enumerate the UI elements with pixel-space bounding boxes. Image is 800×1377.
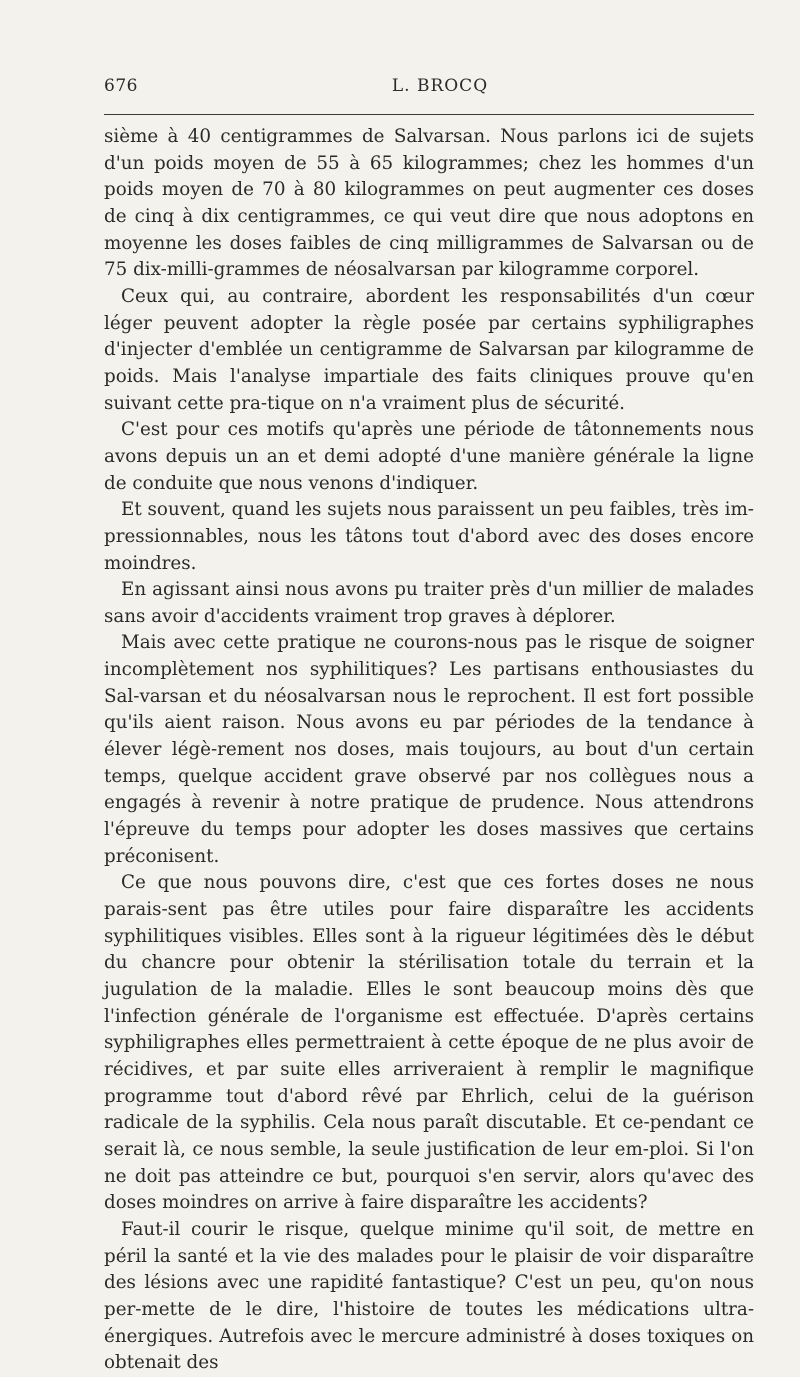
page-number: 676 [104,76,138,96]
paragraph: C'est pour ces motifs qu'après une période de tâtonnements nous avons depuis un an et demi adopté d'une manière générale la ligne de conduite que nous venons d'indiquer. [104,419,754,494]
paragraph: Et souvent, quand les sujets nous paraissent un peu faibles, très im-pressionnables, nous les tâtons tout d'abord avec des doses encore moindres. [104,499,754,574]
paragraph: Faut-il courir le risque, quelque minime qu'il soit, de mettre en péril la santé et la vie des malades pour le plaisir de voir disparaître des lésions avec une rapidité fantastique? C'est un peu, qu'on nous per-mette de le dire, l'histoire de toutes les médications ultra-énergiques. Autrefois avec le mercure administré à doses toxiques on obtenait des [104,1218,754,1374]
paragraph: Mais avec cette pratique ne courons-nous pas le risque de soigner incomplètement nos syphilitiques? Les partisans enthousiastes du Sal-varsan et du néosalvarsan nous le reprochent. Il est fort possible qu'ils aient raison. Nous avons eu par périodes de la tendance à élever légè-rement nos doses, mais toujours, au bout d'un certain temps, quelque accident grave observé par nos collègues nous a engagés à revenir à notre pratique de prudence. Nous attendrons l'épreuve du temps pour adopter les doses massives que certains préconisent. [104,632,754,867]
paragraph: En agissant ainsi nous avons pu traiter près d'un millier de malades sans avoir d'accidents vraiment trop graves à déplorer. [104,579,754,627]
header-rule [104,114,754,115]
paragraph: Ce que nous pouvons dire, c'est que ces fortes doses ne nous parais-sent pas être utiles pour faire disparaître les accidents syphilitiques visibles. Elles sont à la rigueur légitimées dès le début du chancre pour obtenir la stérilisation totale du terrain et la jugulation de la maladie. Elles le sont beaucoup moins dès que l'infection générale de l'organisme est effectuée. D'après certains syphiligraphes elles permettraient à cette époque de ne plus avoir de récidives, et par suite elles arriveraient à remplir le magnifique programme tout d'abord rêvé par Ehrlich, celui de la guérison radicale de la syphilis. Cela nous paraît discutable. Et ce-pendant ce serait là, ce nous semble, la seule justification de leur em-ploi. Si l'on ne doit pas atteindre ce but, pourquoi s'en servir, alors qu'avec des doses moindres on arrive à faire disparaître les accidents? [104,872,754,1214]
paragraph: Ceux qui, au contraire, abordent les responsabilités d'un cœur léger peuvent adopter la règle posée par certains syphiligraphes d'injecter d'emblée un centigramme de Salvarsan par kilogramme de poids. Mais l'analyse impartiale des faits cliniques prouve qu'en suivant cette pra-tique on n'a vraiment plus de sécurité. [104,285,754,414]
running-title: L. BROCQ [391,76,489,96]
paragraph-continued: sième à 40 centigrammes de Salvarsan. Nous parlons ici de sujets d'un poids moyen de 55 à 65 kilogrammes; chez les hommes d'un poids moyen de 70 à 80 kilogrammes on peut augmenter ces doses de cinq à dix centigrammes, ce qui veut dire que nous adoptons en moyenne les doses faibles de cinq milligrammes de Salvarsan ou de 75 dix-milli-grammes de néosalvarsan par kilogramme corporel. [104,126,754,281]
running-head [104,76,754,102]
body-text [104,124,754,1377]
